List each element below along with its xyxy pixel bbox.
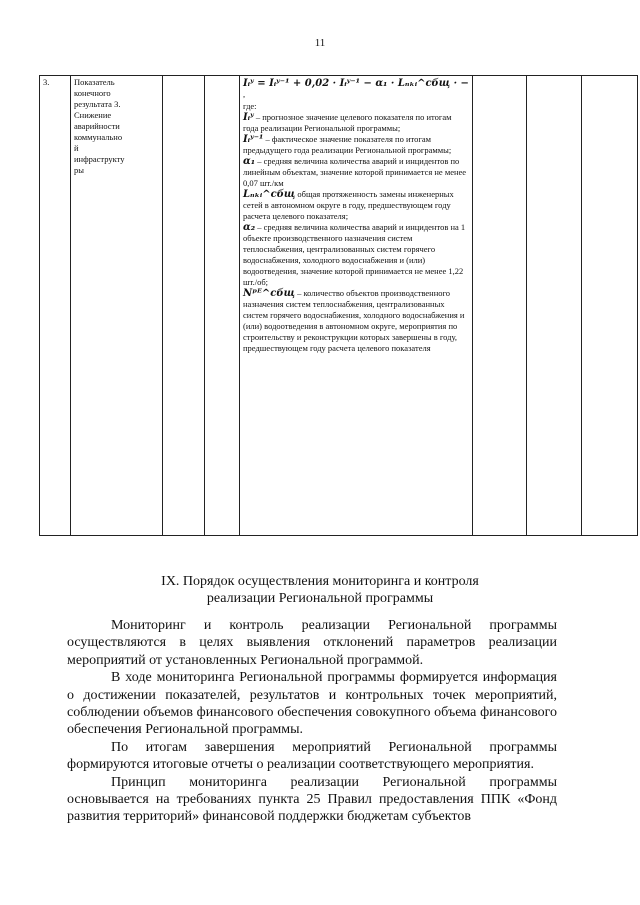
definition-item: Iᵢʸ⁻¹ – фактическое значение показателя по итогам предыдущего года реализации Региональной программы; [243, 134, 452, 155]
section-body [67, 617, 557, 826]
where-label: где: [243, 101, 257, 111]
row-number: 3. [40, 76, 71, 536]
table-row [40, 76, 638, 536]
indicator-name: Показатель конечного результата 3. Снижение аварийности коммунально й инфраструкту ры [71, 76, 163, 536]
page-number: 11 [314, 37, 326, 49]
empty-cell [205, 76, 240, 536]
paragraph: В ходе мониторинга Региональной программы формируется информация о достижении показателей, результатов и контрольных точек мероприятий, соблюдении объемов финансового обеспечения совокупного объема финансового обеспечения Региональной программы. [67, 670, 557, 738]
paragraph: По итогам завершения мероприятий Региональной программы формируются итоговые отчеты о реализации соответствующего мероприятия. [67, 739, 557, 773]
formula-cell [240, 76, 473, 536]
formula-comma: , [243, 89, 246, 99]
definition-item: α₂ – средняя величина количества аварий и инцидентов на 1 объекте производственного назначения систем теплоснабжения, централизованных систем горячего водоснабжения, холодного водоснабжения и (или) водоотведения, значение которой принимается не менее 1,22 шт./об; [243, 222, 466, 287]
empty-cell [472, 76, 526, 536]
definition-item: α₁ – средняя величина количества аварий и инцидентов по линейным объектам, значение которой принимается не менее 0,07 шт./км [243, 156, 467, 188]
definition-item: Iᵢʸ – прогнозное значение целевого показателя по итогам года реализации Региональной программы; [243, 112, 452, 133]
empty-cell [163, 76, 205, 536]
indicator-table [39, 75, 638, 536]
definition-item: Nᵖᴱ^сбщ – количество объектов производственного назначения систем теплоснабжения, централизованных систем горячего водоснабжения, холодного водоснабжения и (или) водоотведения в автономном округе, мероприятия по строительству и реконструкции которых завершены в году, предшествующем году расчета целевого показателя [243, 288, 465, 353]
paragraph: Мониторинг и контроль реализации Региональной программы осуществляются в целях выявления отклонений параметров реализации мероприятий от установленных Региональной программой. [67, 618, 557, 668]
section-heading-line: реализации Региональной программы [206, 591, 434, 606]
empty-cell [526, 76, 581, 536]
section-heading-line: IX. Порядок осуществления мониторинга и контроля [161, 574, 479, 589]
section-heading [60, 573, 580, 607]
empty-cell [581, 76, 637, 536]
formula: Iᵢʸ = Iᵢʸ⁻¹ + 0,02 · Iᵢʸ⁻¹ − α₁ · Lₙₖᵢ^сбщ · − [243, 78, 469, 89]
paragraph: Принцип мониторинга реализации Региональной программы основывается на требованиях пункта 25 Правил предоставления ППК «Фонд развития территорий» финансовой поддержки бюджетам субъектов [67, 774, 557, 825]
definition-item: Lₙₖᵢ^сбщ общая протяженность замены инженерных сетей в автономном округе в году, предшествующем году расчета целевого показателя; [243, 189, 454, 221]
